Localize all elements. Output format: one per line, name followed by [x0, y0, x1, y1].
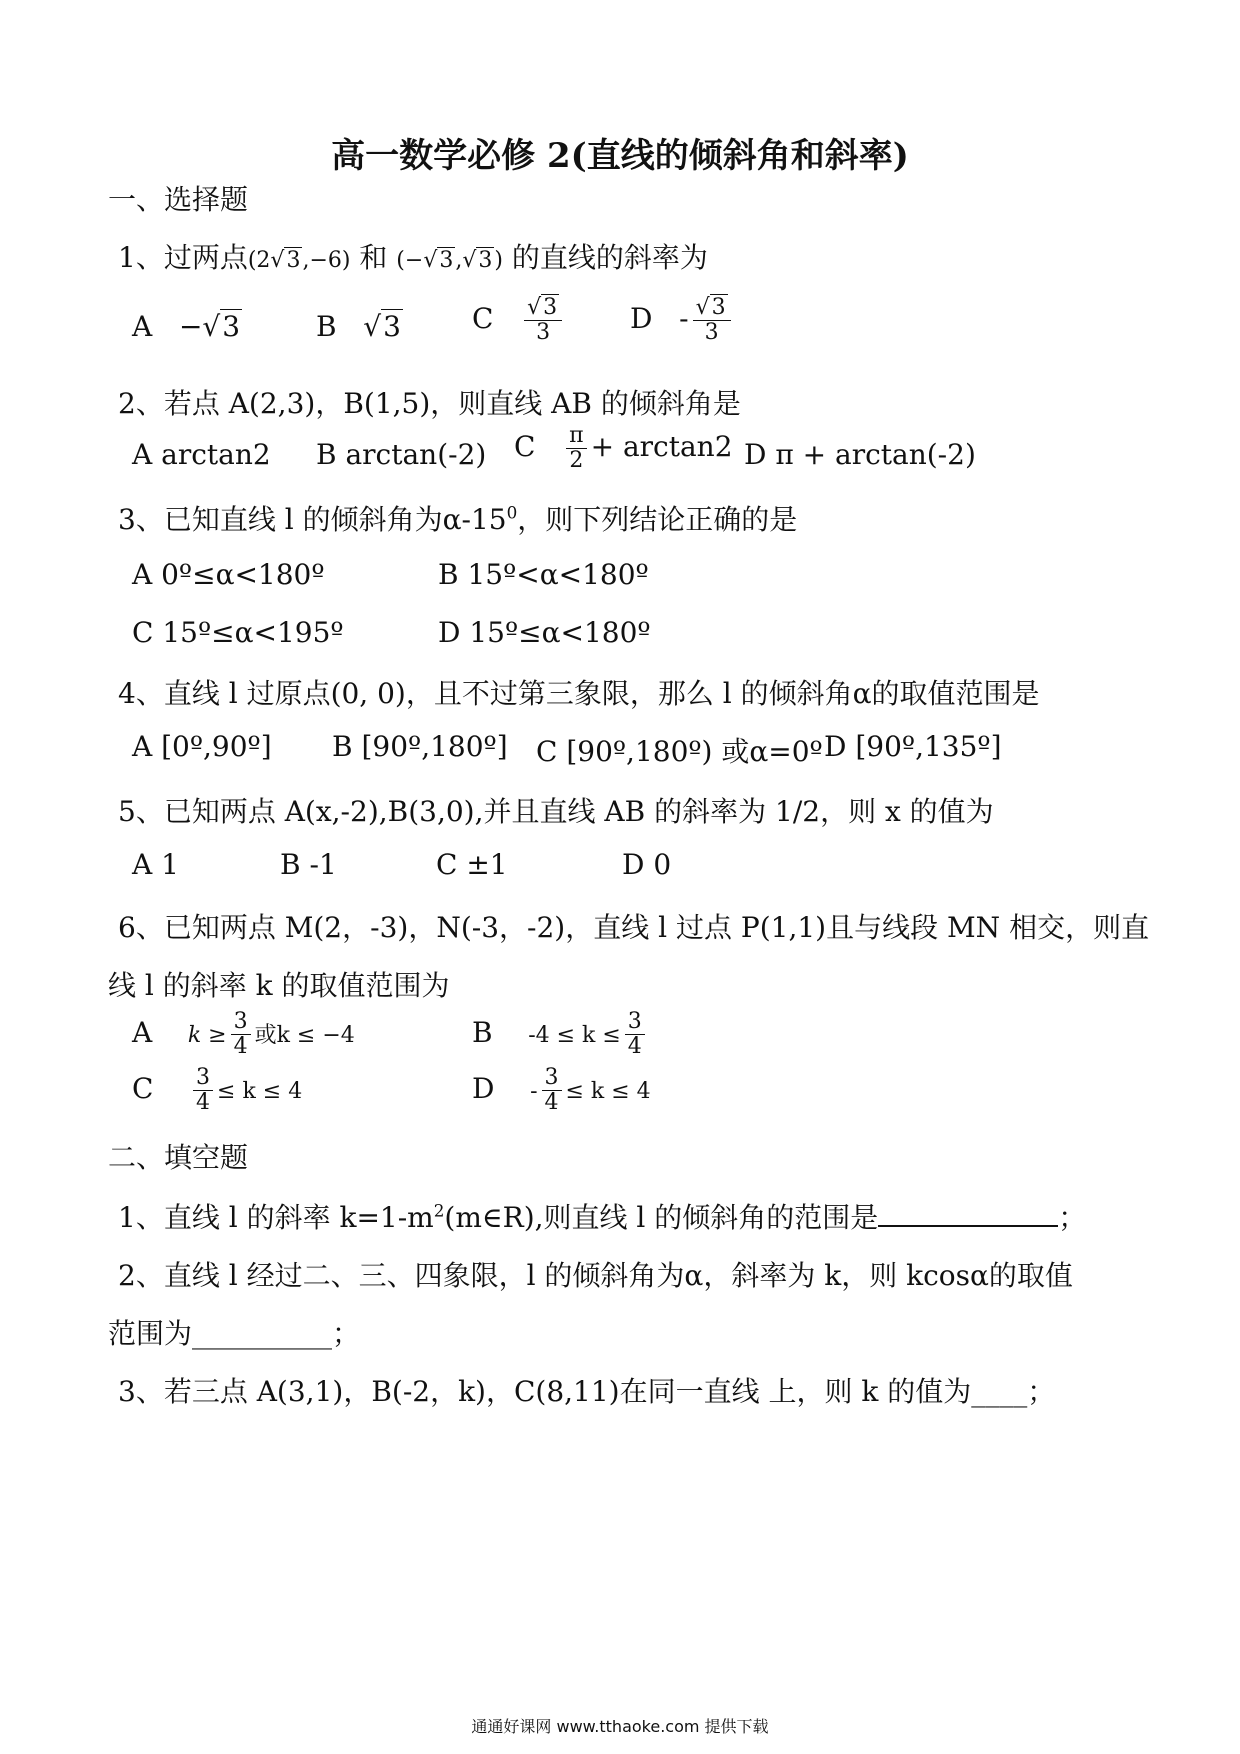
question-1 [118, 236, 708, 276]
question-1-text-mid: 和 [350, 241, 397, 274]
answer-blank[interactable] [878, 1221, 1058, 1227]
q2-option-c: C $\frac{\pi}{2}$ + arctan2 [514, 423, 733, 474]
section-heading-choice: 一、选择题 [108, 183, 249, 216]
question-6-line-2: 线 l 的斜率 k 的取值范围为 [108, 969, 450, 1002]
page-title: 高一数学必修 2(直线的倾斜角和斜率) [331, 136, 909, 176]
q4-option-b: B [90º,180º] [332, 730, 508, 763]
section-heading-fill: 二、填空题 [108, 1141, 249, 1174]
q1-option-c: C $\frac{√3}{3}$ [472, 296, 566, 345]
q6-option-c: C $\frac{3}{4}$ ≤ k ≤ 4 [132, 1065, 303, 1116]
q3-option-a: A 0º≤α<180º [132, 558, 325, 591]
fill-question-2-line-2: 范围为__________； [108, 1317, 361, 1350]
q1-option-a: A −√3 [132, 310, 241, 343]
sqrt-symbol: √3 [270, 248, 301, 273]
q1-option-b: B √3 [316, 310, 401, 343]
q1-option-d: D - $\frac{√3}{3}$ [630, 296, 735, 345]
q6-option-b: B -4 ≤ k ≤ $\frac{3}{4}$ [472, 1010, 649, 1059]
q5-option-d: D 0 [622, 848, 672, 881]
question-3: 3、已知直线 l 的倾斜角为$\alpha-15^0$，则下列结论正确的是 [118, 502, 798, 536]
q3-option-b: B 15º<α<180º [438, 558, 649, 591]
question-5: 5、已知两点 A(x,-2),B(3,0),并且直线 AB 的斜率为 1/2，则 x 的值为 [118, 795, 994, 828]
question-4: 4、直线 l 过原点(0, 0)，且不过第三象限，那么 l 的倾斜角α的取值范围是 [118, 677, 1040, 710]
question-2: 2、若点 A(2,3)，B(1,5)，则直线 AB 的倾斜角是 [118, 387, 741, 420]
q2-option-a: A arctan2 [132, 438, 271, 471]
q3-option-d: D 15º≤α<180º [438, 616, 651, 649]
q4-option-c: C [90º,180º) 或α=0º [536, 735, 823, 768]
point-1: (2√3,−6) [247, 248, 351, 273]
q6-option-a: A k ≥ $\frac{3}{4}$ 或k ≤ −4 [132, 1009, 355, 1060]
q2-option-d: D π + arctan(-2) [744, 438, 976, 471]
fill-question-3: 3、若三点 A(3,1)，B(-2，k)，C(8,11)在同一直线 上，则 k 的值为____； [118, 1375, 1056, 1408]
q2-option-b: B arctan(-2) [316, 438, 487, 471]
q4-option-a: A [0º,90º] [132, 730, 272, 763]
question-1-text-pre: 1、过两点 [118, 241, 248, 274]
q5-option-a: A 1 [132, 848, 179, 881]
q6-option-d: D - $\frac{3}{4}$ ≤ k ≤ 4 [472, 1065, 651, 1116]
question-1-text-post: 的直线的斜率为 [502, 241, 708, 274]
fill-question-1: 1、直线 l 的斜率 $k=1-m^2(m\in R)$,则直线 l 的倾斜角的范围是 ； [118, 1200, 1087, 1234]
q5-option-b: B -1 [280, 848, 337, 881]
footer-credit: 通通好课网 www.tthaoke.com 提供下载 [471, 1717, 769, 1736]
fill-question-2-line-1: 2、直线 l 经过二、三、四象限，l 的倾斜角为α，斜率为 k，则 kcosα的取值 [118, 1259, 1073, 1292]
q4-option-d: D [90º,135º] [824, 730, 1002, 763]
q3-option-c: C 15º≤α<195º [132, 616, 344, 649]
point-2: (−√3,√3) [396, 248, 503, 273]
question-6-line-1: 6、已知两点 M(2，-3)，N(-3，-2)，直线 l 过点 P(1,1)且与线段 MN 相交，则直 [118, 911, 1150, 944]
q5-option-c: C ±1 [436, 848, 508, 881]
fraction: $\frac{√3}{3}$ [524, 296, 562, 345]
